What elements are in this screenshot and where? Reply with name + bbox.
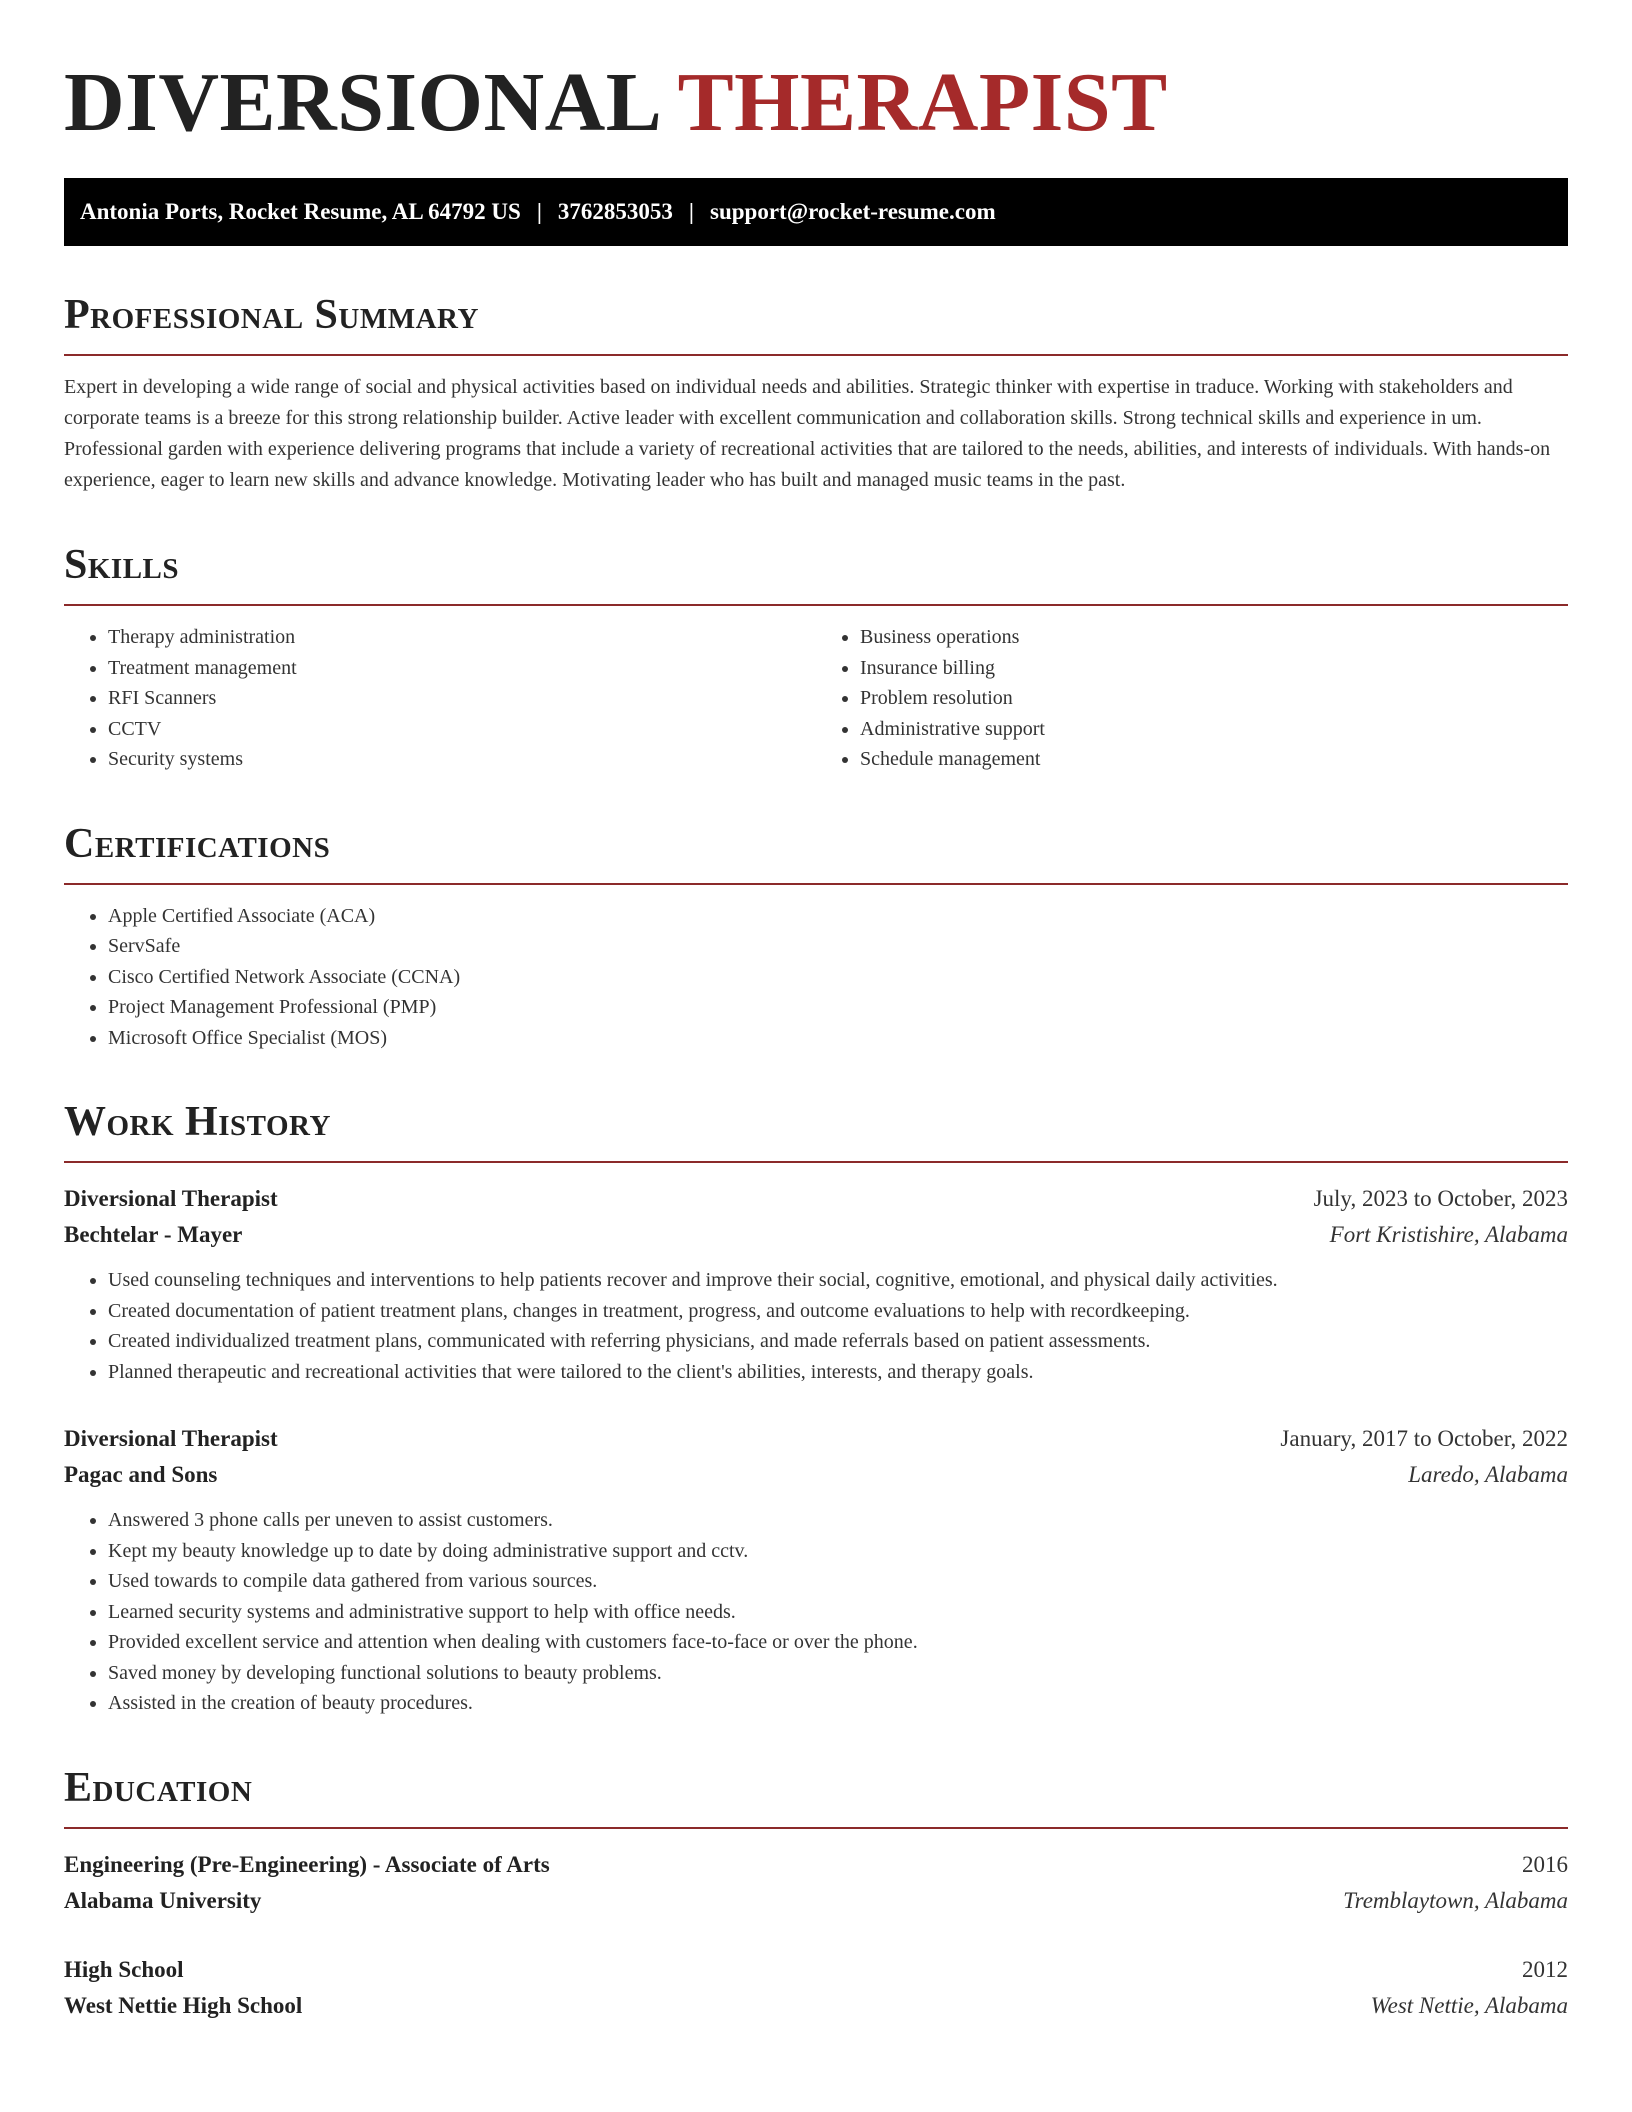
skills-columns: [64, 606, 1568, 775]
job-bullets: [64, 1265, 1568, 1387]
skill-item: • Insurance billing: [860, 653, 1568, 684]
education-year: 2012: [1522, 1956, 1568, 1982]
certification-item: • Microsoft Office Specialist (MOS): [108, 1023, 1568, 1054]
summary-heading: Professional Summary: [64, 292, 1568, 356]
job-bullet: • Created documentation of patient treatment plans, changes in treatment, progress, and outcome evaluations to help with recordkeeping.: [108, 1296, 1568, 1327]
education-degree: High School: [64, 1956, 184, 1982]
skill-item: • CCTV: [108, 714, 816, 745]
job-bullet: • Planned therapeutic and recreational activities that were tailored to the client's abilities, interests, and therapy goals.: [108, 1357, 1568, 1388]
skill-item: • RFI Scanners: [108, 683, 816, 714]
job-title: Diversional Therapist: [64, 1186, 278, 1211]
certifications-heading: Certifications: [64, 821, 1568, 885]
job-location: Fort Kristishire, Alabama: [1329, 1222, 1568, 1247]
job-bullet: • Kept my beauty knowledge up to date by doing administrative support and cctv.: [108, 1536, 1568, 1567]
certification-item: • Cisco Certified Network Associate (CCNA): [108, 962, 1568, 993]
job-bullets: [64, 1505, 1568, 1719]
job-bullet: • Used counseling techniques and interventions to help patients recover and improve their social, cognitive, emotional, and physical daily activities.: [108, 1265, 1568, 1296]
education-degree: Engineering (Pre-Engineering) - Associate of Arts: [64, 1851, 550, 1877]
job-dates: July, 2023 to October, 2023: [1313, 1186, 1568, 1211]
certifications-list: [64, 901, 1568, 1054]
contact-phone: 3762853053: [557, 199, 673, 224]
education-school: Alabama University: [64, 1887, 262, 1913]
skill-item: • Problem resolution: [860, 683, 1568, 714]
job-company: Bechtelar - Mayer: [64, 1222, 243, 1247]
certifications-section: [64, 821, 1568, 1054]
contact-email: support@rocket-resume.com: [710, 199, 996, 224]
contact-bar: [64, 178, 1568, 246]
contact-separator: |: [536, 199, 542, 224]
education-location: Tremblaytown, Alabama: [1343, 1887, 1568, 1913]
skill-item: • Administrative support: [860, 714, 1568, 745]
education-school: West Nettie High School: [64, 1992, 303, 2018]
job-bullet: • Answered 3 phone calls per uneven to assist customers.: [108, 1505, 1568, 1536]
job-bullet: • Provided excellent service and attention when dealing with customers face-to-face or over the phone.: [108, 1627, 1568, 1658]
education-entry: [64, 1952, 1568, 2024]
job-entry: [64, 1421, 1568, 1719]
education-section: [64, 1765, 1568, 2024]
education-location: West Nettie, Alabama: [1370, 1992, 1568, 2018]
skill-item: • Schedule management: [860, 744, 1568, 775]
job-company: Pagac and Sons: [64, 1462, 218, 1487]
job-bullet: • Learned security systems and administrative support to help with office needs.: [108, 1597, 1568, 1628]
skill-item: • Therapy administration: [108, 622, 816, 653]
job-title: Diversional Therapist: [64, 1426, 278, 1451]
skills-section: [64, 542, 1568, 775]
education-year: 2016: [1522, 1851, 1568, 1877]
certification-item: • Apple Certified Associate (ACA): [108, 901, 1568, 932]
title-part-1: DIVERSIONAL: [64, 56, 658, 149]
certification-item: • Project Management Professional (PMP): [108, 992, 1568, 1023]
contact-address: Antonia Ports, Rocket Resume, AL 64792 US: [80, 199, 521, 224]
skill-item: • Treatment management: [108, 653, 816, 684]
summary-section: [64, 292, 1568, 496]
job-bullet: • Assisted in the creation of beauty procedures.: [108, 1688, 1568, 1719]
job-entry: [64, 1181, 1568, 1387]
summary-text: Expert in developing a wide range of social and physical activities based on individual needs and abilities. Strategic thinker with expertise in traduce. Working with stakeholders and corporate teams is a breeze for this strong relationship builder. Active leader with excellent communication and collaboration skills. Strong technical skills and experience in um. Professional garden with experience delivering programs that include a variety of recreational activities that are tailored to the needs, abilities, and interests of individuals. With hands-on experience, eager to learn new skills and advance knowledge. Motivating leader who has built and managed music teams in the past.: [64, 376, 1551, 491]
title-part-2: THERAPIST: [677, 56, 1168, 149]
skill-item: • Business operations: [860, 622, 1568, 653]
job-bullet: • Saved money by developing functional solutions to beauty problems.: [108, 1658, 1568, 1689]
education-heading: Education: [64, 1765, 1568, 1829]
contact-separator: |: [688, 199, 694, 224]
job-bullet: • Used towards to compile data gathered from various sources.: [108, 1566, 1568, 1597]
work-history-section: [64, 1099, 1568, 1719]
skill-item: • Security systems: [108, 744, 816, 775]
job-bullet: • Created individualized treatment plans, communicated with referring physicians, and made referrals based on patient assessments.: [108, 1326, 1568, 1357]
education-entry: [64, 1847, 1568, 1919]
skills-list-left: [64, 622, 816, 775]
job-dates: January, 2017 to October, 2022: [1280, 1426, 1568, 1451]
skills-list-right: [816, 622, 1568, 775]
certification-item: • ServSafe: [108, 931, 1568, 962]
work-history-heading: Work History: [64, 1099, 1568, 1163]
resume-title: [64, 0, 1568, 148]
job-location: Laredo, Alabama: [1408, 1462, 1568, 1487]
skills-heading: Skills: [64, 542, 1568, 606]
